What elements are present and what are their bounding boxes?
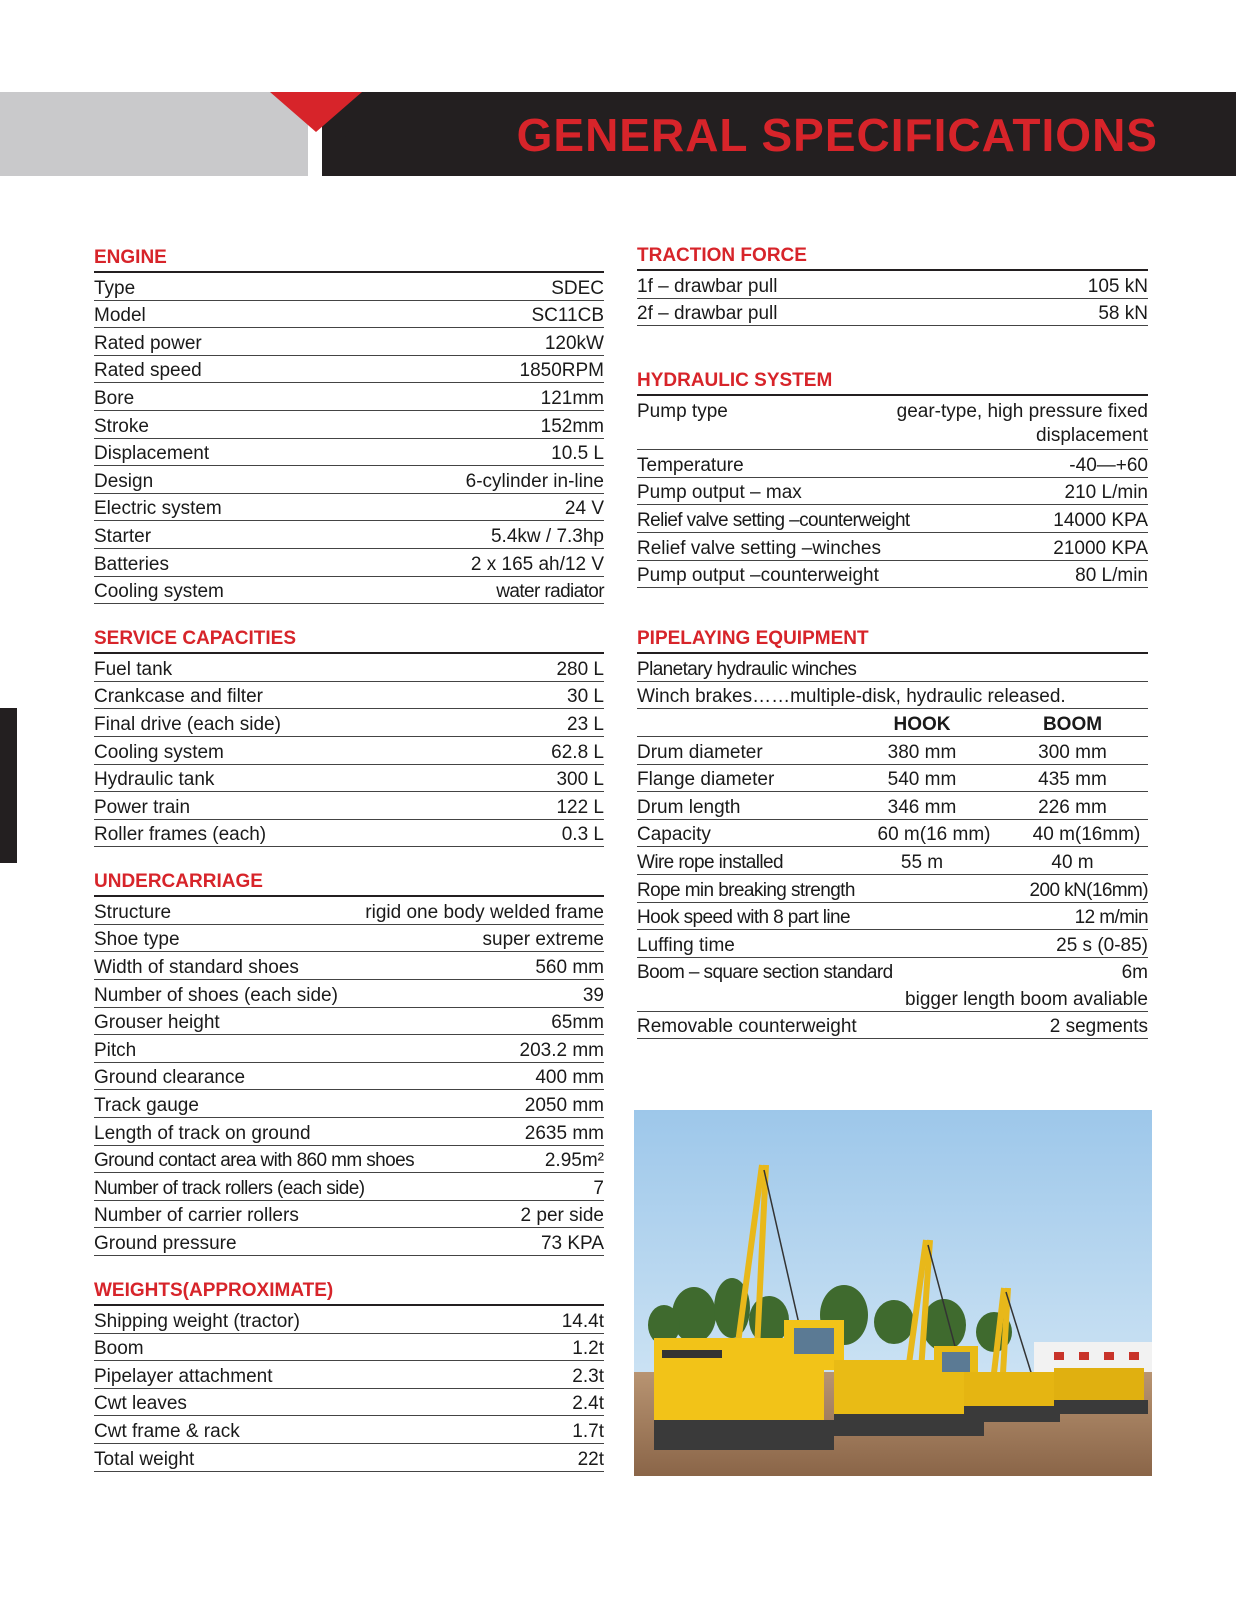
spec-value: -40—+60 [1069,454,1148,476]
spec-label: Ground contact area with 860 mm shoes [94,1150,414,1172]
table-row [637,737,1148,765]
spec-line: Planetary hydraulic winches [637,654,1148,682]
spec-label: Grouser height [94,1012,220,1034]
spec-value: 6-cylinder in-line [465,470,604,492]
table-cell-boom: 300 mm [1038,741,1107,763]
spec-row [94,1146,604,1174]
spec-row [637,533,1148,561]
spec-row [94,1063,604,1091]
spec-label: Pump type [637,400,728,422]
spec-label: Ground clearance [94,1067,246,1089]
spec-label: Removable counterweight [637,1016,857,1038]
table-row [637,765,1148,793]
spec-row [94,1444,604,1472]
spec-label: Relief valve setting –winches [637,537,881,559]
spec-row [94,549,604,577]
spec-value: 39 [582,984,604,1006]
spec-label: Hook speed with 8 part line [637,907,850,929]
spec-row [94,1090,604,1118]
spec-label: Roller frames (each) [94,824,267,846]
section-title-traction: TRACTION FORCE [637,245,1148,271]
table-cell-hook: 346 mm [887,796,957,818]
spec-value: 560 mm [535,957,604,979]
spec-row [94,737,604,765]
spec-value: 14000 KPA [1053,509,1148,531]
spec-label: Batteries [94,553,169,575]
spec-value: 10.5 L [551,443,604,465]
section-title-service: SERVICE CAPACITIES [94,628,604,654]
spec-label: Shoe type [94,929,180,951]
spec-row [94,1228,604,1256]
spec-value: 14.4t [561,1310,604,1332]
spec-row [94,1306,604,1334]
spec-label: Ground pressure [94,1233,237,1254]
spec-value: 1850RPM [519,360,604,382]
spec-label: Electric system [94,498,222,520]
spec-value: super extreme [482,929,604,951]
table-cell-label: Wire rope installed [637,851,783,873]
table-cell-hook: 380 mm [887,741,957,763]
spec-row [94,1173,604,1201]
table-cell-label: Capacity [637,824,711,846]
spec-row [94,466,604,494]
undercarriage-section [94,871,604,1256]
table-cell-hook: 60 m(16 mm) [877,824,991,846]
spec-row [94,383,604,411]
spec-row [94,1118,604,1146]
spec-label: Rated power [94,332,202,354]
spec-label: Pump output –counterweight [637,565,879,587]
spec-label: Total weight [94,1448,195,1470]
spec-row [637,561,1148,589]
spec-label: Structure [94,901,172,923]
spec-value: 2 segments [1049,1016,1148,1038]
spec-row [94,521,604,549]
spec-row [637,299,1148,327]
spec-row [94,654,604,682]
spec-row [94,980,604,1008]
spec-value: rigid one body welded frame [365,901,604,923]
traction-force-section [637,245,1148,326]
spec-row [94,765,604,793]
spec-label: Temperature [637,454,744,476]
table-cell-boom: 40 m(16mm) [1032,824,1141,846]
spec-row [637,450,1148,478]
spec-value: 105 kN [1087,275,1148,297]
spec-row [94,709,604,737]
spec-row [94,952,604,980]
engine-section [94,247,604,604]
spec-row [94,1201,604,1229]
spec-value: 400 mm [535,1067,604,1089]
spec-value: 210 L/min [1064,482,1148,504]
spec-label: Luffing time [637,934,735,956]
spec-value: 73 KPA [540,1233,604,1254]
spec-label: Bore [94,387,135,409]
spec-value: 12 m/min [1074,907,1148,929]
spec-value: 300 L [556,769,604,791]
spec-label: Number of shoes (each side) [94,984,338,1006]
spec-label: Pitch [94,1039,137,1061]
spec-row [94,792,604,820]
spec-row [637,930,1148,958]
spec-value: 62.8 L [551,741,604,763]
spec-value: 30 L [567,686,604,708]
spec-row [637,903,1148,931]
side-tab-marker [0,708,17,863]
right-column [637,245,1148,1063]
spec-label: Displacement [94,443,210,465]
spec-row [94,273,604,301]
spec-label: Model [94,305,146,327]
page-title: GENERAL SPECIFICATIONS [516,109,1158,161]
spec-value: 122 L [556,796,604,818]
spec-value: 2 x 165 ah/12 V [470,553,604,575]
spec-row [637,396,1148,450]
table-cell-label: Flange diameter [637,769,775,791]
spec-note: bigger length boom avaliable [905,988,1148,1010]
spec-label: Starter [94,525,152,547]
header-notch-graphic [262,92,372,176]
section-title-hydraulic: HYDRAULIC SYSTEM [637,370,1148,396]
spec-label: Pipelayer attachment [94,1365,273,1387]
spec-value: 121mm [540,387,604,409]
spec-value: 65mm [551,1012,604,1034]
spec-row [637,478,1148,506]
table-cell-hook: 55 m [900,851,944,873]
spec-value: 2635 mm [524,1122,604,1144]
table-row [637,792,1148,820]
spec-label: Relief valve setting –counterweight [637,509,910,531]
spec-value: 7 [593,1177,604,1199]
spec-label: Cwt frame & rack [94,1420,240,1442]
spec-row [94,1035,604,1063]
spec-label: Rope min breaking strength [637,879,855,901]
spec-label: Number of carrier rollers [94,1205,299,1227]
spec-row [94,1361,604,1389]
spec-value: 152mm [540,415,604,437]
spec-value: 1.7t [572,1420,604,1442]
spec-value: 25 s (0-85) [1056,934,1148,956]
spec-label: Hydraulic tank [94,769,215,791]
table-cell-hook: 540 mm [887,769,957,791]
spec-label: Power train [94,796,191,818]
table-cell-label: Drum diameter [637,741,763,763]
spec-label: Pump output – max [637,482,802,504]
spec-value: SC11CB [531,305,604,327]
table-row [637,820,1148,848]
spec-label: Boom – square section standard [637,962,893,984]
spec-label: Number of track rollers (each side) [94,1177,365,1199]
spec-row [94,439,604,467]
spec-value: water radiator [496,581,604,603]
spec-label: Shipping weight (tractor) [94,1310,300,1332]
spec-row [94,301,604,329]
spec-label: 2f – drawbar pull [637,303,778,325]
spec-label: Type [94,277,136,299]
pipelaying-equipment-section [637,628,1148,1039]
spec-row [637,875,1148,903]
spec-value: 0.3 L [561,824,604,846]
spec-row [637,1011,1148,1040]
hydraulic-system-section [637,370,1148,588]
spec-label: Boom [94,1338,144,1360]
spec-value: 2050 mm [524,1095,604,1117]
spec-label: Fuel tank [94,658,173,680]
spec-value: 80 L/min [1075,565,1148,587]
spec-row [94,328,604,356]
spec-value: 6m [1121,962,1148,984]
spec-value: 203.2 mm [519,1039,604,1061]
spec-value: SDEC [551,277,604,299]
spec-value: 24 V [564,498,604,520]
table-cell-boom: 40 m [1051,851,1094,873]
spec-line: Winch brakes……multiple-disk, hydraulic released. [637,682,1148,710]
spec-label: Crankcase and filter [94,686,263,708]
spec-value: 5.4kw / 7.3hp [490,525,604,547]
spec-label: Final drive (each side) [94,713,281,735]
spec-value: 1.2t [572,1338,604,1360]
spec-value: 58 kN [1098,303,1148,325]
section-title-weights: WEIGHTS(APPROXIMATE) [94,1280,604,1306]
spec-label: Stroke [94,415,149,437]
spec-value: 280 L [556,658,604,680]
spec-row [94,1389,604,1417]
spec-row [94,897,604,925]
table-cell-boom: 435 mm [1038,769,1107,791]
spec-value: 2.3t [572,1365,604,1387]
spec-value: 22t [577,1448,604,1470]
table-header [637,709,1148,737]
spec-row [94,494,604,522]
spec-value: gear-type, high pressure fixed [896,400,1148,422]
spec-row [637,505,1148,533]
spec-row [637,271,1148,299]
spec-row [94,682,604,710]
spec-value: 200 kN(16mm) [1029,879,1148,901]
spec-row [94,1416,604,1444]
spec-label: 1f – drawbar pull [637,275,778,297]
spec-row [94,356,604,384]
pipelayer-photo [634,1110,1152,1476]
spec-label: Rated speed [94,360,202,382]
service-capacities-section [94,628,604,847]
weights-section [94,1280,604,1472]
section-title-undercarriage: UNDERCARRIAGE [94,871,604,897]
spec-row [94,577,604,605]
table-cell-boom: 226 mm [1038,796,1107,818]
spec-value: 23 L [567,713,604,735]
spec-label: Length of track on ground [94,1122,311,1144]
spec-label: Cwt leaves [94,1393,187,1415]
section-title-pipelaying: PIPELAYING EQUIPMENT [637,628,1148,654]
spec-row [94,1334,604,1362]
spec-value: 120kW [544,332,604,354]
spec-value-continued: displacement [1036,424,1148,446]
spec-label: Width of standard shoes [94,957,299,979]
spec-value: 2 per side [520,1205,604,1227]
spec-row [94,820,604,848]
column-header-hook: HOOK [893,713,951,735]
spec-value: 2.4t [572,1393,604,1415]
spec-label: Cooling system [94,741,224,763]
spec-row [94,925,604,953]
spec-value: 21000 KPA [1053,537,1148,559]
spec-value: 2.95m² [544,1150,604,1172]
spec-row [94,411,604,439]
table-row [637,847,1148,875]
spec-row [94,1008,604,1036]
spec-label: Design [94,470,154,492]
column-header-boom: BOOM [1042,713,1103,735]
spec-row [637,958,1148,985]
table-cell-label: Drum length [637,796,741,818]
left-column [94,247,604,1496]
spec-label: Cooling system [94,581,224,603]
spec-label: Track gauge [94,1095,199,1117]
section-title-engine: ENGINE [94,247,604,273]
